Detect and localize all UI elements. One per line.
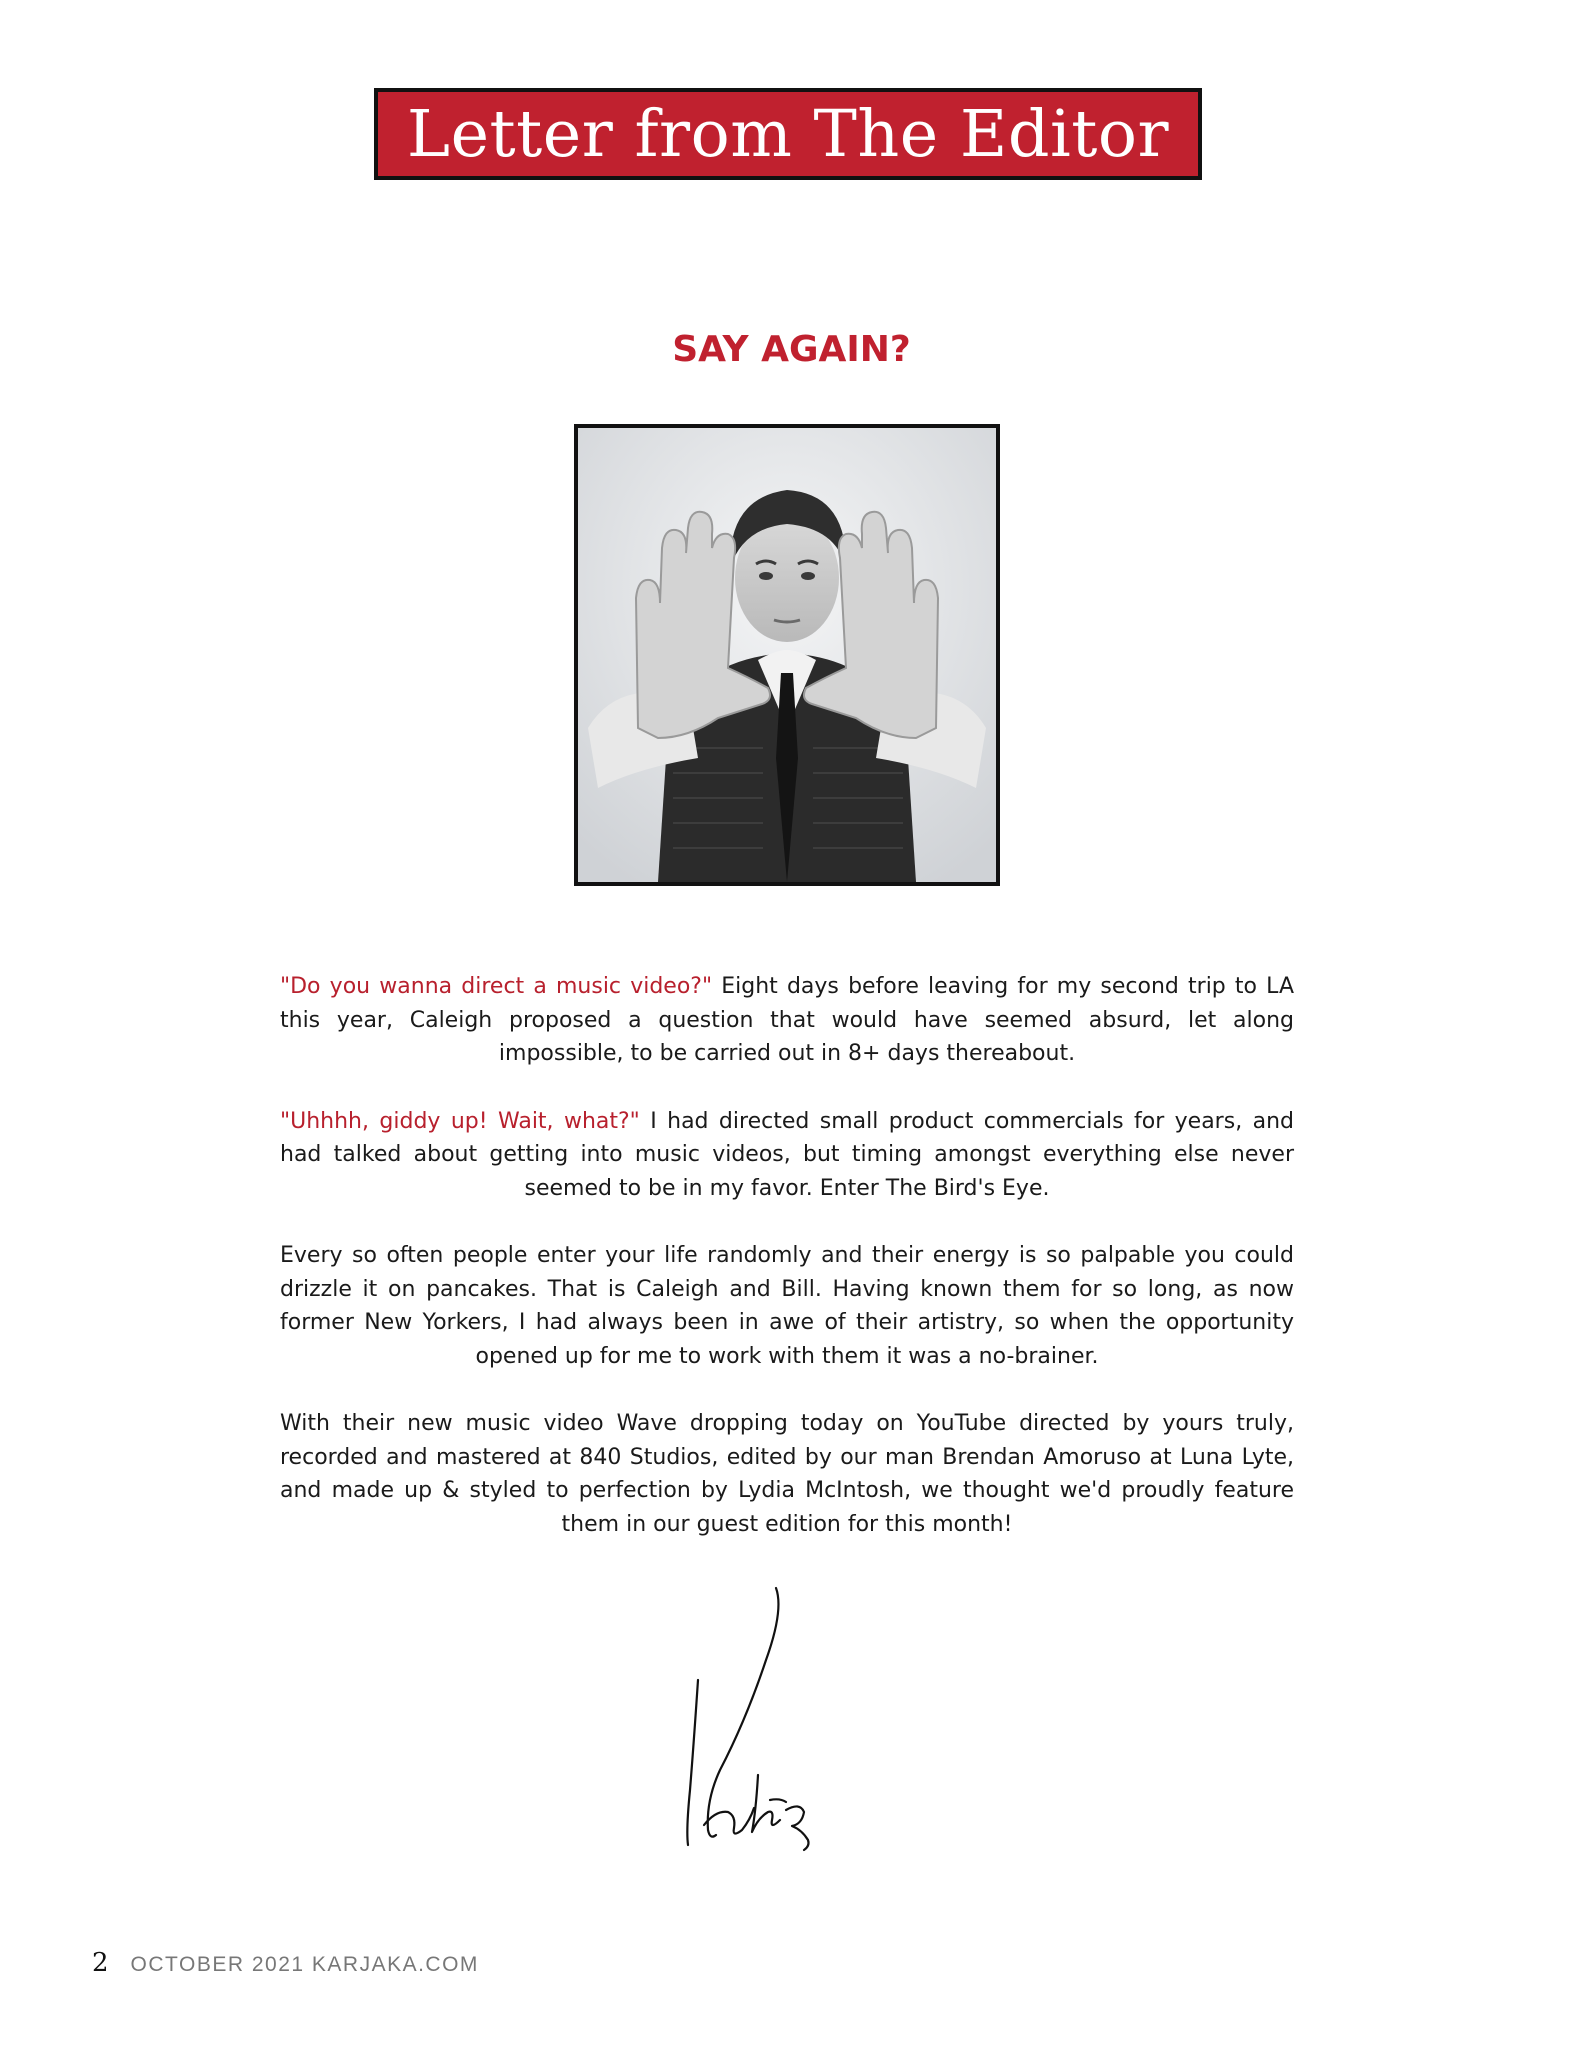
handwritten-signature — [676, 1580, 876, 1860]
paragraph-quote: "Do you wanna direct a music video?" — [280, 974, 713, 999]
footer-issue-text: OCTOBER 2021 KARJAKA.COM — [130, 1953, 479, 1976]
headline: SAY AGAIN? — [672, 329, 911, 370]
paragraph-quote: "Uhhhh, giddy up! Wait, what?" — [280, 1108, 640, 1134]
title-banner — [374, 88, 1202, 180]
letter-paragraph — [280, 1407, 1294, 1541]
paragraph-text: I had directed small product commercials for years, and had talked about getting into music videos, but timing amongst everything else never seemed to be in my favor. Enter The Bird's Eye. — [280, 1108, 1294, 1201]
letter-paragraph — [280, 1239, 1294, 1373]
paragraph-text: With their new music video Wave dropping today on YouTube directed by yours truly, recorded and mastered at 840 Studios, edited by our man Brendan Amoruso at Luna Lyte, and made up & styled to perfection by Lydia McIntosh, we thought we'd proudly feature them in our guest edition for this month! — [280, 1411, 1294, 1537]
page-footer — [92, 1948, 479, 1978]
page-number: 2 — [92, 1948, 109, 1978]
paragraph-text: Every so often people enter your life randomly and their energy is so palpable you could drizzle it on pancakes. That is Caleigh and Bill. Having known them for so long, as now former New Yorkers, I had always been in awe of their artistry, so when the opportunity opened up for me to work with them it was a no-brainer. — [280, 1243, 1294, 1369]
editor-portrait-photo — [574, 424, 1000, 886]
page-title: Letter from The Editor — [406, 96, 1170, 172]
letter-paragraph — [280, 1105, 1294, 1206]
paragraph-text: Eight days before leaving for my second trip to LA this year, Caleigh proposed a question that would have seemed absurd, let along impossible, to be carried out in 8+ days thereabout. — [280, 974, 1294, 1066]
letter-paragraph — [280, 970, 1294, 1071]
letter-body — [280, 970, 1294, 1575]
